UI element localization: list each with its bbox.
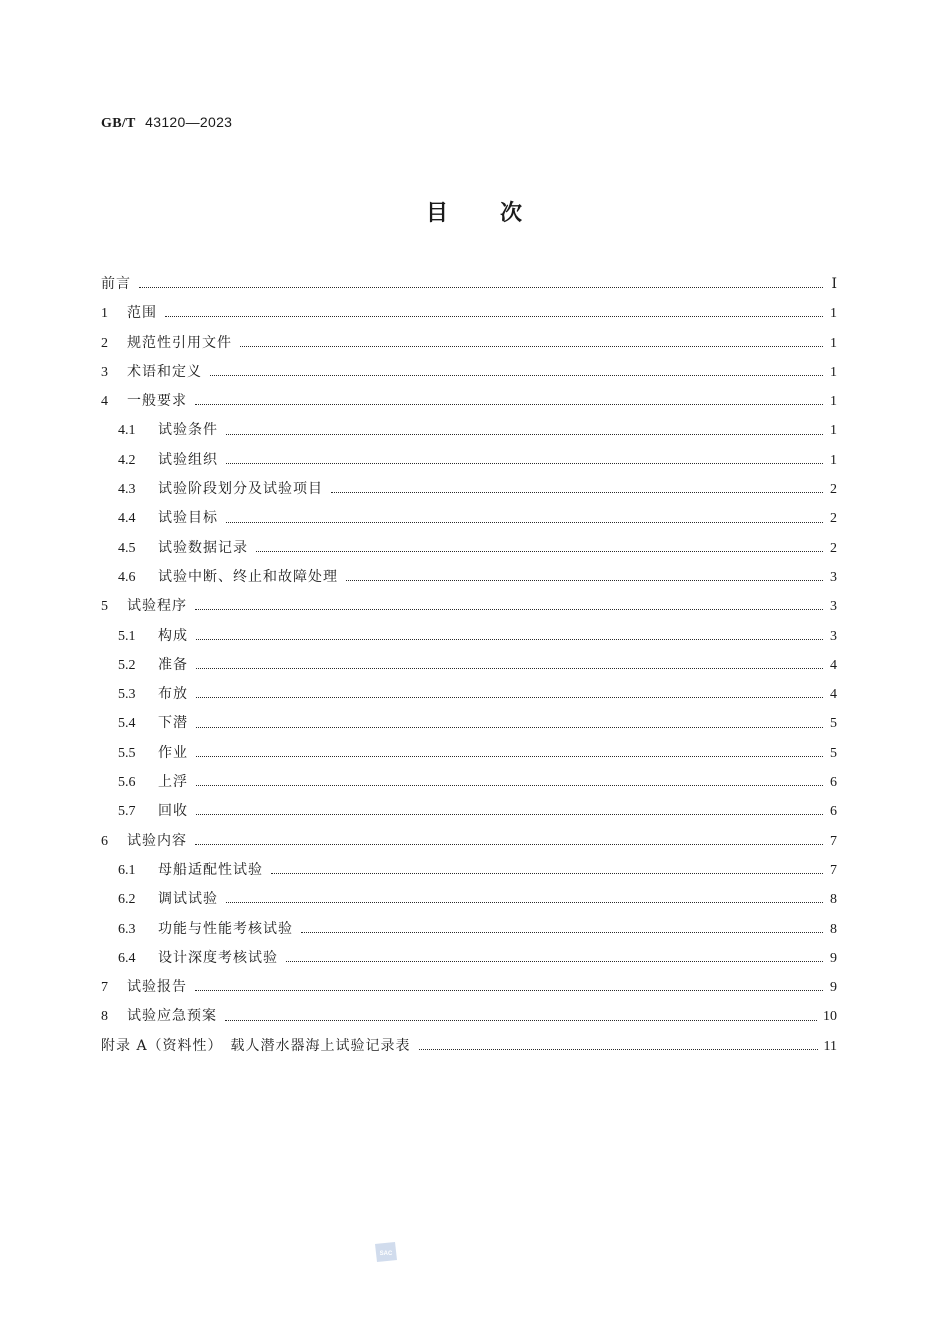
toc-entry-label: 试验数据记录 bbox=[158, 539, 248, 556]
toc-entry-number: 6.4 bbox=[118, 950, 136, 966]
toc-entry-label: 布放 bbox=[158, 686, 188, 703]
toc-entry[interactable] bbox=[101, 680, 837, 709]
toc-entry[interactable] bbox=[101, 358, 837, 387]
toc-entry[interactable] bbox=[101, 709, 837, 738]
toc-dot-leader bbox=[226, 902, 823, 903]
toc-entry[interactable] bbox=[101, 944, 837, 973]
toc-entry-page: 4 bbox=[830, 657, 837, 673]
toc-entry-number: 5 bbox=[101, 599, 108, 615]
toc-entry-number: 8 bbox=[101, 1009, 108, 1025]
toc-entry-number: 3 bbox=[101, 364, 108, 380]
toc-dot-leader bbox=[226, 434, 823, 435]
toc-dot-leader bbox=[419, 1049, 818, 1050]
toc-entry-number: 4.6 bbox=[118, 569, 136, 585]
toc-entry-label: 设计深度考核试验 bbox=[158, 949, 278, 966]
toc-entry-page: 5 bbox=[830, 745, 837, 761]
toc-entry-page: 1 bbox=[830, 306, 837, 322]
toc-entry-number: 4 bbox=[101, 394, 108, 410]
toc-dot-leader bbox=[165, 316, 823, 317]
toc-entry[interactable] bbox=[101, 768, 837, 797]
title-char-2: 次 bbox=[500, 201, 525, 226]
toc-entry-page: 5 bbox=[830, 716, 837, 732]
toc-entry-page: Ⅰ bbox=[831, 277, 837, 292]
toc-entry-label: 构成 bbox=[158, 627, 188, 644]
toc-dot-leader bbox=[196, 727, 823, 728]
svg-text:SAC: SAC bbox=[379, 1251, 393, 1257]
toc-entry-page: 1 bbox=[830, 335, 837, 351]
page-title bbox=[0, 196, 950, 227]
toc-entry-label: 母船适配性试验 bbox=[158, 861, 263, 878]
toc-dot-leader bbox=[196, 814, 823, 815]
toc-entry-label: 试验条件 bbox=[158, 422, 218, 439]
toc-entry-number: 6.3 bbox=[118, 921, 136, 937]
toc-entry-number: 5.4 bbox=[118, 716, 136, 732]
toc-entry-number: 5.2 bbox=[118, 657, 136, 673]
toc-entry[interactable] bbox=[101, 534, 837, 563]
toc-entry[interactable] bbox=[101, 416, 837, 445]
toc-entry-number: 5.1 bbox=[118, 628, 136, 644]
toc-entry-number: 5.6 bbox=[118, 775, 136, 791]
standard-code: GB/T bbox=[101, 116, 136, 131]
toc-entry[interactable] bbox=[101, 739, 837, 768]
toc-entry-label: 试验程序 bbox=[127, 598, 187, 615]
toc-dot-leader bbox=[195, 404, 823, 405]
toc-entry-label: 下潜 bbox=[158, 715, 188, 732]
toc-entry-page: 8 bbox=[830, 921, 837, 937]
toc-entry-label: 前言 bbox=[101, 276, 131, 292]
toc-entry-label: 试验目标 bbox=[158, 510, 218, 527]
toc-entry-label: 术语和定义 bbox=[127, 363, 202, 380]
toc-entry[interactable] bbox=[101, 973, 837, 1002]
toc-entry-label: 附录 A（资料性） 载人潜水器海上试验记录表 bbox=[101, 1037, 411, 1054]
toc-entry-label: 试验组织 bbox=[158, 451, 218, 468]
toc-dot-leader bbox=[225, 1020, 817, 1021]
toc-dot-leader bbox=[256, 551, 823, 552]
toc-entry[interactable] bbox=[101, 827, 837, 856]
toc-entry-page: 1 bbox=[830, 452, 837, 468]
toc-dot-leader bbox=[271, 873, 823, 874]
toc-entry[interactable] bbox=[101, 885, 837, 914]
toc-entry-label: 试验内容 bbox=[127, 832, 187, 849]
toc-entry[interactable] bbox=[101, 592, 837, 621]
toc-entry[interactable] bbox=[101, 1032, 837, 1061]
toc-entry-page: 10 bbox=[823, 1009, 837, 1025]
toc-entry-page: 2 bbox=[830, 511, 837, 527]
toc-entry-page: 8 bbox=[830, 892, 837, 908]
toc-entry-number: 4.5 bbox=[118, 540, 136, 556]
toc-dot-leader bbox=[195, 844, 823, 845]
toc-entry-label: 功能与性能考核试验 bbox=[158, 920, 293, 937]
toc-entry-page: 6 bbox=[830, 804, 837, 820]
toc-dot-leader bbox=[196, 785, 823, 786]
toc-entry[interactable] bbox=[101, 1002, 837, 1031]
toc-entry-page: 1 bbox=[830, 394, 837, 410]
toc-entry[interactable] bbox=[101, 856, 837, 885]
toc-dot-leader bbox=[346, 580, 823, 581]
toc-dot-leader bbox=[240, 346, 823, 347]
toc-entry[interactable] bbox=[101, 475, 837, 504]
toc-entry-label: 回收 bbox=[158, 803, 188, 820]
toc-dot-leader bbox=[196, 697, 823, 698]
toc-entry-number: 6 bbox=[101, 833, 108, 849]
toc-dot-leader bbox=[196, 668, 823, 669]
toc-entry[interactable] bbox=[101, 915, 837, 944]
toc-dot-leader bbox=[301, 932, 823, 933]
toc-entry-label: 试验应急预案 bbox=[127, 1008, 217, 1025]
toc-dot-leader bbox=[226, 522, 823, 523]
toc-entry-label: 调试试验 bbox=[158, 891, 218, 908]
toc-entry[interactable] bbox=[101, 329, 837, 358]
toc-entry[interactable] bbox=[101, 504, 837, 533]
toc-entry-page: 7 bbox=[830, 833, 837, 849]
toc-entry-label: 规范性引用文件 bbox=[127, 334, 232, 351]
toc-entry[interactable] bbox=[101, 299, 837, 328]
table-of-contents bbox=[101, 270, 837, 1061]
toc-entry-number: 6.1 bbox=[118, 862, 136, 878]
toc-entry-page: 2 bbox=[830, 482, 837, 498]
toc-dot-leader bbox=[195, 990, 823, 991]
toc-entry-number: 5.3 bbox=[118, 687, 136, 703]
toc-dot-leader bbox=[195, 609, 823, 610]
toc-dot-leader bbox=[139, 287, 823, 288]
toc-entry-label: 上浮 bbox=[158, 774, 188, 791]
toc-entry-label: 试验报告 bbox=[127, 979, 187, 996]
toc-entry-label: 作业 bbox=[158, 744, 188, 761]
toc-entry[interactable] bbox=[101, 797, 837, 826]
toc-entry-number: 4.3 bbox=[118, 482, 136, 498]
toc-entry-page: 2 bbox=[830, 540, 837, 556]
toc-entry[interactable] bbox=[101, 651, 837, 680]
toc-entry[interactable] bbox=[101, 563, 837, 592]
toc-dot-leader bbox=[196, 756, 823, 757]
toc-entry-label: 试验阶段划分及试验项目 bbox=[158, 481, 323, 498]
toc-entry-page: 1 bbox=[830, 423, 837, 439]
toc-entry-number: 4.4 bbox=[118, 511, 136, 527]
toc-entry-label: 范围 bbox=[127, 305, 157, 322]
toc-entry-number: 2 bbox=[101, 335, 108, 351]
standard-year-number: 43120—2023 bbox=[145, 114, 233, 130]
toc-entry-page: 6 bbox=[830, 775, 837, 791]
toc-entry-number: 4.2 bbox=[118, 452, 136, 468]
toc-entry-number: 6.2 bbox=[118, 892, 136, 908]
toc-entry-number: 4.1 bbox=[118, 423, 136, 439]
toc-entry-page: 11 bbox=[823, 1038, 837, 1054]
toc-dot-leader bbox=[286, 961, 823, 962]
toc-dot-leader bbox=[196, 639, 823, 640]
toc-entry-label: 一般要求 bbox=[127, 393, 187, 410]
standard-number bbox=[101, 114, 232, 132]
toc-entry-number: 7 bbox=[101, 980, 108, 996]
toc-dot-leader bbox=[331, 492, 823, 493]
toc-entry-page: 3 bbox=[830, 628, 837, 644]
toc-entry[interactable] bbox=[101, 446, 837, 475]
toc-dot-leader bbox=[226, 463, 823, 464]
toc-entry[interactable] bbox=[101, 387, 837, 416]
toc-entry-page: 9 bbox=[830, 980, 837, 996]
sac-logo-icon bbox=[371, 1240, 399, 1264]
toc-entry-page: 1 bbox=[830, 364, 837, 380]
toc-entry-number: 5.5 bbox=[118, 745, 136, 761]
toc-entry-page: 3 bbox=[830, 569, 837, 585]
toc-entry-number: 1 bbox=[101, 306, 108, 322]
toc-entry-page: 3 bbox=[830, 599, 837, 615]
toc-entry-number: 5.7 bbox=[118, 804, 136, 820]
toc-entry-label: 试验中断、终止和故障处理 bbox=[158, 568, 338, 585]
title-char-1: 目 bbox=[425, 201, 450, 226]
toc-entry-page: 7 bbox=[830, 862, 837, 878]
toc-entry[interactable] bbox=[101, 270, 837, 299]
toc-dot-leader bbox=[210, 375, 823, 376]
toc-entry-page: 4 bbox=[830, 687, 837, 703]
toc-entry-page: 9 bbox=[830, 950, 837, 966]
toc-entry-label: 准备 bbox=[158, 656, 188, 673]
toc-entry[interactable] bbox=[101, 622, 837, 651]
